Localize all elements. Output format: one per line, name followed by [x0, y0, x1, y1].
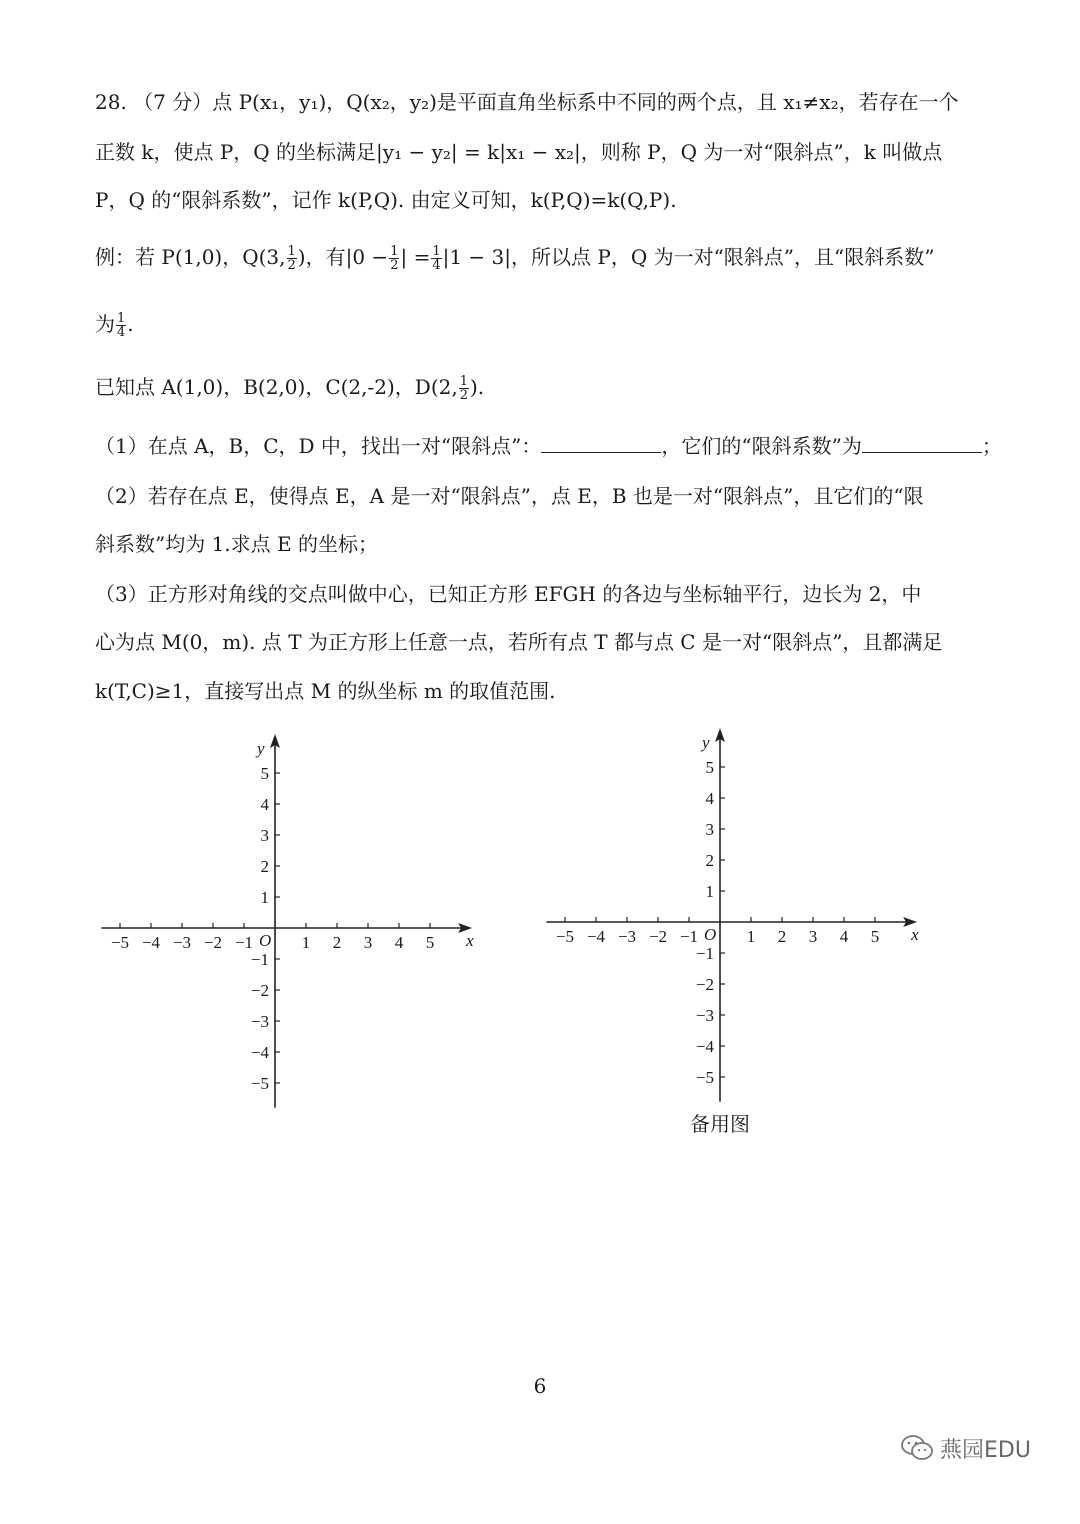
fraction-one-half: $\frac{1}{2}$ — [459, 374, 468, 403]
example-line-2: 为 $\frac{1}{4}$ . — [95, 311, 134, 340]
y-tick-label: 1 — [260, 888, 269, 907]
y-tick-label: 1 — [705, 882, 714, 901]
x-tick-label: −1 — [234, 933, 254, 952]
y-tick-label: −4 — [695, 1037, 714, 1056]
y-tick-label: 5 — [705, 758, 714, 777]
fraction-one-quarter: $\frac{1}{4}$ — [432, 244, 441, 273]
x-tick-label: −5 — [110, 933, 130, 952]
x-tick-label: 4 — [394, 933, 404, 952]
x-tick-label: 1 — [301, 933, 311, 952]
y-tick-label: −5 — [250, 1074, 269, 1093]
fraction-one-half: $\frac{1}{2}$ — [390, 244, 399, 273]
question-1: （1）在点 A，B，C，D 中，找出一对“限斜点”： ，它们的“限斜系数”为 ； — [95, 434, 1002, 458]
x-tick-label: 5 — [425, 933, 435, 952]
x-tick-label: −1 — [679, 927, 699, 946]
x-tick-label: 5 — [870, 927, 880, 946]
x-tick-label: −4 — [586, 927, 606, 946]
fraction-one-half: $\frac{1}{2}$ — [287, 244, 296, 273]
y-tick-label: −3 — [250, 1012, 269, 1031]
y-tick-label: 2 — [260, 857, 269, 876]
problem-line-2: 正数 k，使点 P，Q 的坐标满足|y₁ − y₂| = k|x₁ − x₂|，则称 P，Q 为一对“限斜点”，k 叫做点 — [95, 140, 943, 164]
x-tick-label: 3 — [363, 933, 373, 952]
y-tick-label: −4 — [250, 1043, 269, 1062]
y-axis-label: y — [257, 739, 265, 758]
watermark: 燕园EDU — [900, 1428, 1060, 1468]
x-tick-label: −3 — [172, 933, 192, 952]
x-axis-label: x — [911, 925, 919, 944]
origin-label: O — [259, 931, 272, 950]
x-tick-label: 3 — [808, 927, 818, 946]
page-number: 6 — [533, 1374, 547, 1398]
x-tick-label: 2 — [332, 933, 342, 952]
x-axis-label: x — [466, 931, 474, 950]
known-points-line: 已知点 A(1,0)，B(2,0)，C(2,-2)，D(2, $\frac{1}{2}$ ). — [95, 374, 485, 403]
x-tick-label: −2 — [648, 927, 668, 946]
question-3-line-2: 心为点 M(0，m). 点 T 为正方形上任意一点，若所有点 T 都与点 C 是一对“限斜点”，且都满足 — [95, 630, 943, 654]
coordinate-plane-spare — [535, 716, 925, 1116]
example-line: 例：若 P(1,0)，Q(3, $\frac{1}{2}$ )，有|0 − $\frac{1}{2}$ | = $\frac{1}{4}$ |1 − 3|，所以点 P，Q 为一对“限斜点”，且“限斜系数” — [95, 244, 935, 273]
y-axis-label: y — [702, 733, 710, 752]
question-2-line-1: （2）若存在点 E，使得点 E，A 是一对“限斜点”，点 E，B 也是一对“限斜点”，且它们的“限 — [95, 484, 924, 508]
x-tick-label: −2 — [203, 933, 223, 952]
y-tick-label: −2 — [695, 975, 714, 994]
wechat-icon — [900, 1434, 934, 1462]
y-tick-label: −3 — [695, 1006, 714, 1025]
x-tick-label: −5 — [555, 927, 575, 946]
y-tick-label: 5 — [260, 764, 269, 783]
answer-blank-pair[interactable] — [541, 432, 661, 453]
y-tick-label: −1 — [250, 950, 269, 969]
answer-blank-coefficient[interactable] — [862, 432, 982, 453]
origin-label: O — [704, 925, 717, 944]
spare-graph-caption: 备用图 — [690, 1112, 750, 1136]
y-tick-label: −5 — [695, 1068, 714, 1087]
y-tick-label: −2 — [250, 981, 269, 1000]
fraction-one-quarter: $\frac{1}{4}$ — [117, 311, 126, 340]
x-tick-label: 2 — [777, 927, 787, 946]
y-tick-label: 3 — [705, 820, 714, 839]
y-tick-label: 4 — [260, 795, 269, 814]
y-tick-label: 3 — [260, 826, 269, 845]
question-3-line-3: k(T,C)≥1，直接写出点 M 的纵坐标 m 的取值范围. — [95, 679, 556, 703]
x-tick-label: −3 — [617, 927, 637, 946]
y-tick-label: 4 — [705, 789, 714, 808]
question-2-line-2: 斜系数”均为 1.求点 E 的坐标； — [95, 532, 378, 556]
y-tick-label: −1 — [695, 944, 714, 963]
coordinate-plane-main — [90, 720, 480, 1120]
x-tick-label: 4 — [839, 927, 849, 946]
y-tick-label: 2 — [705, 851, 714, 870]
question-3-line-1: （3）正方形对角线的交点叫做中心，已知正方形 EFGH 的各边与坐标轴平行，边长为 2，中 — [95, 582, 922, 606]
problem-line-1: 28. （7 分）点 P(x₁，y₁)，Q(x₂，y₂)是平面直角坐标系中不同的两个点，且 x₁≠x₂，若存在一个 — [95, 90, 959, 114]
x-tick-label: 1 — [746, 927, 756, 946]
x-tick-label: −4 — [141, 933, 161, 952]
problem-line-3: P，Q 的“限斜系数”，记作 k(P,Q). 由定义可知，k(P,Q)=k(Q,P). — [95, 188, 677, 212]
